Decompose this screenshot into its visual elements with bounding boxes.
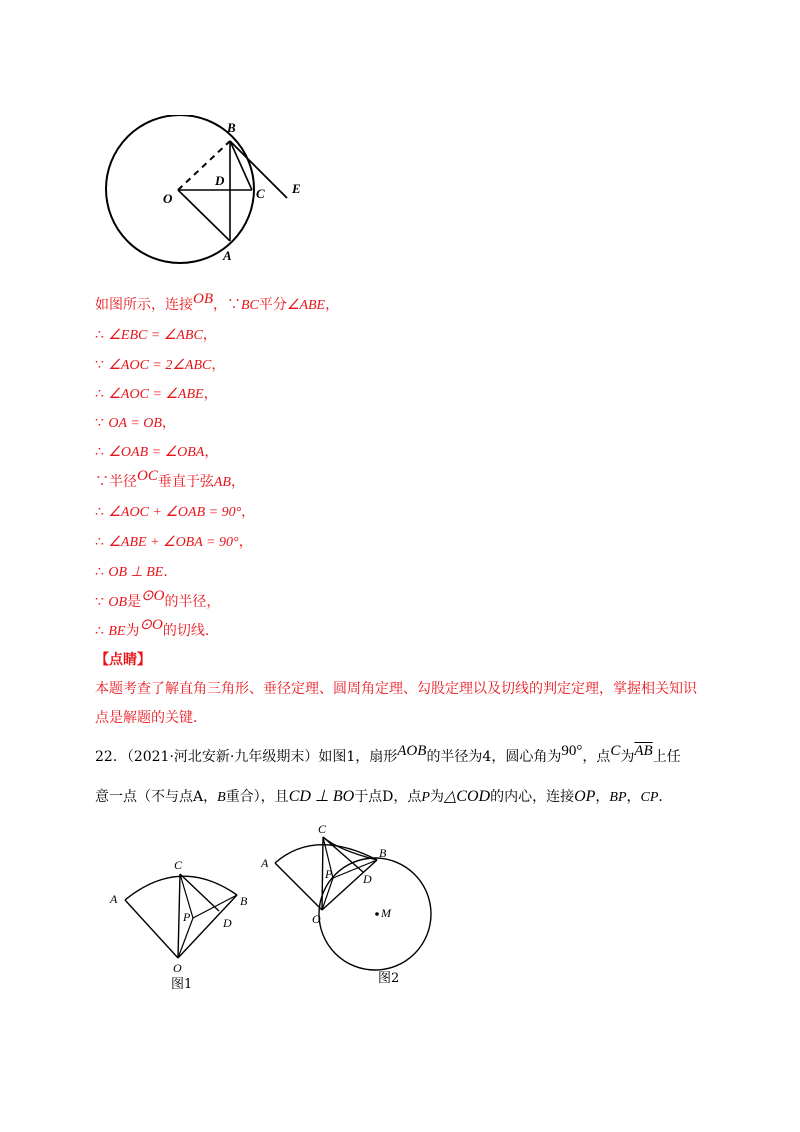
label-e: E [292, 181, 301, 196]
fig2-label-m: M [381, 906, 391, 920]
solution-line-11: ∵ OB是⊙O的半径， [95, 588, 221, 610]
sector-figure-2 [255, 820, 435, 990]
question-line-2: 意一点（不与点A，B重合），且CD ⊥ BO于点D，点P为△COD的内心，连接OP，BP，CP． [95, 788, 673, 805]
sector-figure-1 [105, 855, 255, 995]
solution-line-12: ∴ BE为⊙O的切线． [95, 617, 219, 639]
comment-text-1: 本题考查了解直角三角形、垂径定理、圆周角定理、勾股定理以及切线的判定定理，掌握相关知识 [95, 681, 697, 697]
label-b: B [227, 120, 236, 135]
question-number: 22． [95, 749, 127, 765]
label-a: A [223, 248, 232, 263]
fig2-label-b: B [379, 846, 387, 860]
label-d: D [215, 173, 225, 188]
solution-line-7: ∵半径OC垂直于弦AB， [95, 468, 245, 490]
solution-line-1: 如图所示，连接OB，∵BC平分∠ABE， [95, 291, 340, 313]
fig2-label-p: P [325, 867, 333, 881]
label-c: C [256, 186, 265, 201]
question-line-1: 22．（2021·河北安新·九年级期末）如图1，扇形AOB的半径为4，圆心角为90°，点C为$\overline{AB}$上任 [95, 743, 681, 765]
fig1-label-a: A [110, 892, 118, 906]
fig1-label-c: C [174, 858, 183, 872]
fig1-label-o: O [173, 961, 182, 975]
label-o: O [163, 191, 173, 206]
solution-line-4: ∴ ∠AOC = ∠ABE， [95, 386, 218, 402]
solution-line-8: ∴ ∠AOC + ∠OAB = 90°， [95, 504, 256, 520]
solution-line-5: ∵ OA = OB， [95, 415, 176, 431]
fig1-label-p: P [183, 910, 191, 924]
fig2-label-c: C [318, 822, 327, 836]
fig2-caption: 图2 [378, 971, 400, 986]
solution-line-6: ∴ ∠OAB = ∠OBA， [95, 444, 219, 460]
solution-line-3: ∵ ∠AOC = 2∠ABC， [95, 357, 226, 373]
comment-text-2: 点是解题的关键． [95, 710, 207, 726]
fig1-label-b: B [240, 894, 248, 908]
comment-heading: 【点睛】 [95, 652, 151, 668]
fig2-label-d: D [363, 872, 372, 886]
solution-line-2: ∴ ∠EBC = ∠ABC， [95, 327, 217, 343]
solution-line-9: ∴ ∠ABE + ∠OBA = 90°， [95, 534, 253, 550]
fig1-caption: 图1 [171, 977, 193, 992]
fig2-label-o: O [312, 912, 321, 926]
fig2-label-a: A [261, 856, 269, 870]
circle-tangent-figure [100, 115, 310, 275]
solution-line-10: ∴ OB ⊥ BE． [95, 564, 178, 580]
fig1-label-d: D [223, 916, 232, 930]
